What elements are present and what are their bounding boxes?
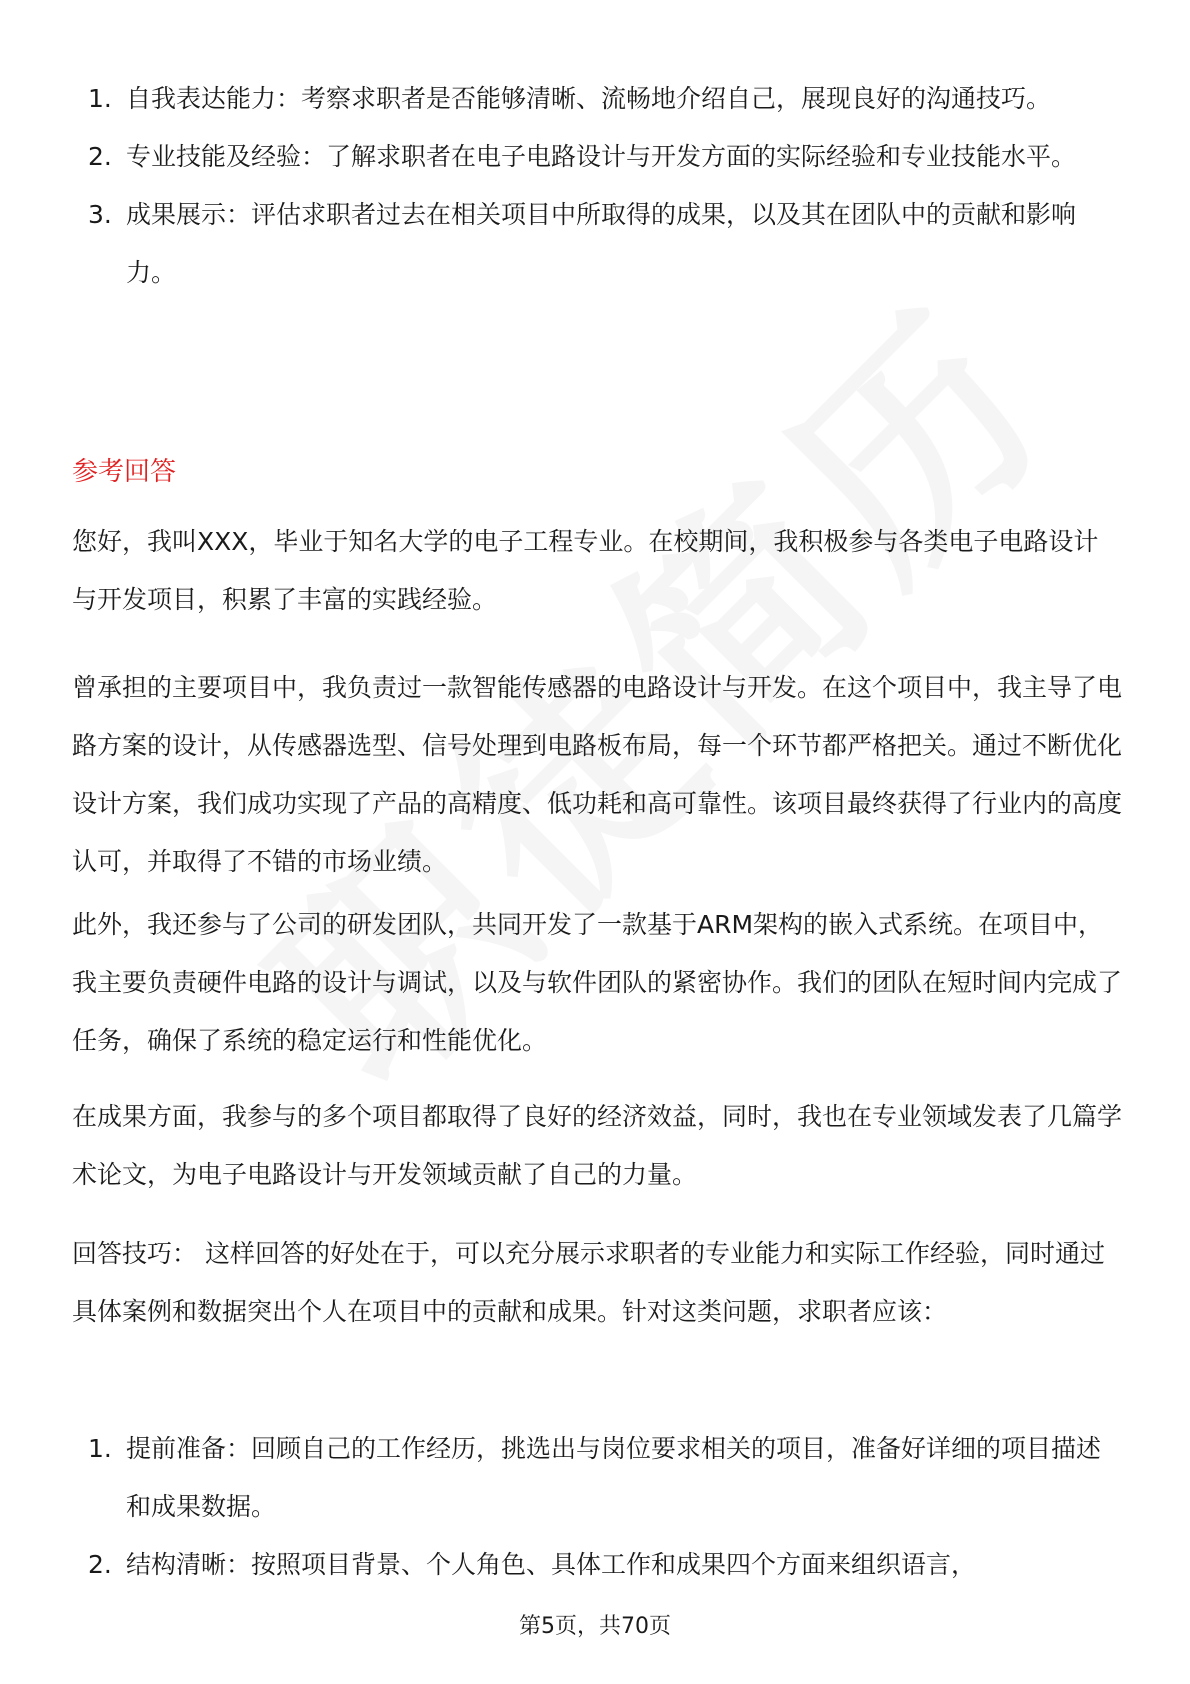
list-item xyxy=(72,186,1122,302)
paragraph: 回答技巧： 这样回答的好处在于，可以充分展示求职者的专业能力和实际工作经验，同时通过具体案例和数据突出个人在项目中的贡献和成果。针对这类问题，求职者应该： xyxy=(72,1239,1105,1326)
list-text: 自我表达能力：考察求职者是否能够清晰、流畅地介绍自己，展现良好的沟通技巧。 xyxy=(126,84,1052,113)
list-item xyxy=(72,70,1122,128)
list-item xyxy=(72,1420,1122,1536)
paragraph: 您好，我叫XXX，毕业于知名大学的电子工程专业。在校期间，我积极参与各类电子电路设计与开发项目，积累了丰富的实践经验。 xyxy=(72,527,1099,614)
paragraph: 此外，我还参与了公司的研发团队，共同开发了一款基于ARM架构的嵌入式系统。在项目中，我主要负责硬件电路的设计与调试，以及与软件团队的紧密协作。我们的团队在短时间内完成了任务，确保了系统的稳定运行和性能优化。 xyxy=(72,910,1123,1055)
paragraph: 在成果方面，我参与的多个项目都取得了良好的经济效益，同时，我也在专业领域发表了几篇学术论文，为电子电路设计与开发领域贡献了自己的力量。 xyxy=(72,1102,1123,1189)
list-text: 结构清晰：按照项目背景、个人角色、具体工作和成果四个方面来组织语言， xyxy=(126,1550,977,1579)
list-text: 提前准备：回顾自己的工作经历，挑选出与岗位要求相关的项目，准备好详细的项目描述和成果数据。 xyxy=(126,1434,1102,1521)
criteria-list xyxy=(72,70,1122,302)
list-item xyxy=(72,128,1122,186)
list-number: 3. xyxy=(88,200,112,229)
list-number: 2. xyxy=(88,142,112,171)
section-title: 参考回答 xyxy=(72,457,177,487)
tips-list xyxy=(72,1420,1122,1594)
list-text: 成果展示：评估求职者过去在相关项目中所取得的成果，以及其在团队中的贡献和影响力。 xyxy=(126,200,1077,287)
list-number: 2. xyxy=(88,1550,112,1579)
list-number: 1. xyxy=(88,1434,112,1463)
paragraph: 曾承担的主要项目中，我负责过一款智能传感器的电路设计与开发。在这个项目中，我主导了电路方案的设计，从传感器选型、信号处理到电路板布局，每一个环节都严格把关。通过不断优化设计方案，我们成功实现了产品的高精度、低功耗和高可靠性。该项目最终获得了行业内的高度认可，并取得了不错的市场业绩。 xyxy=(72,673,1123,876)
list-text: 专业技能及经验：了解求职者在电子电路设计与开发方面的实际经验和专业技能水平。 xyxy=(126,142,1077,171)
list-item xyxy=(72,1536,1122,1594)
page-footer: 第5页，共70页 xyxy=(519,1614,671,1639)
list-number: 1. xyxy=(88,84,112,113)
